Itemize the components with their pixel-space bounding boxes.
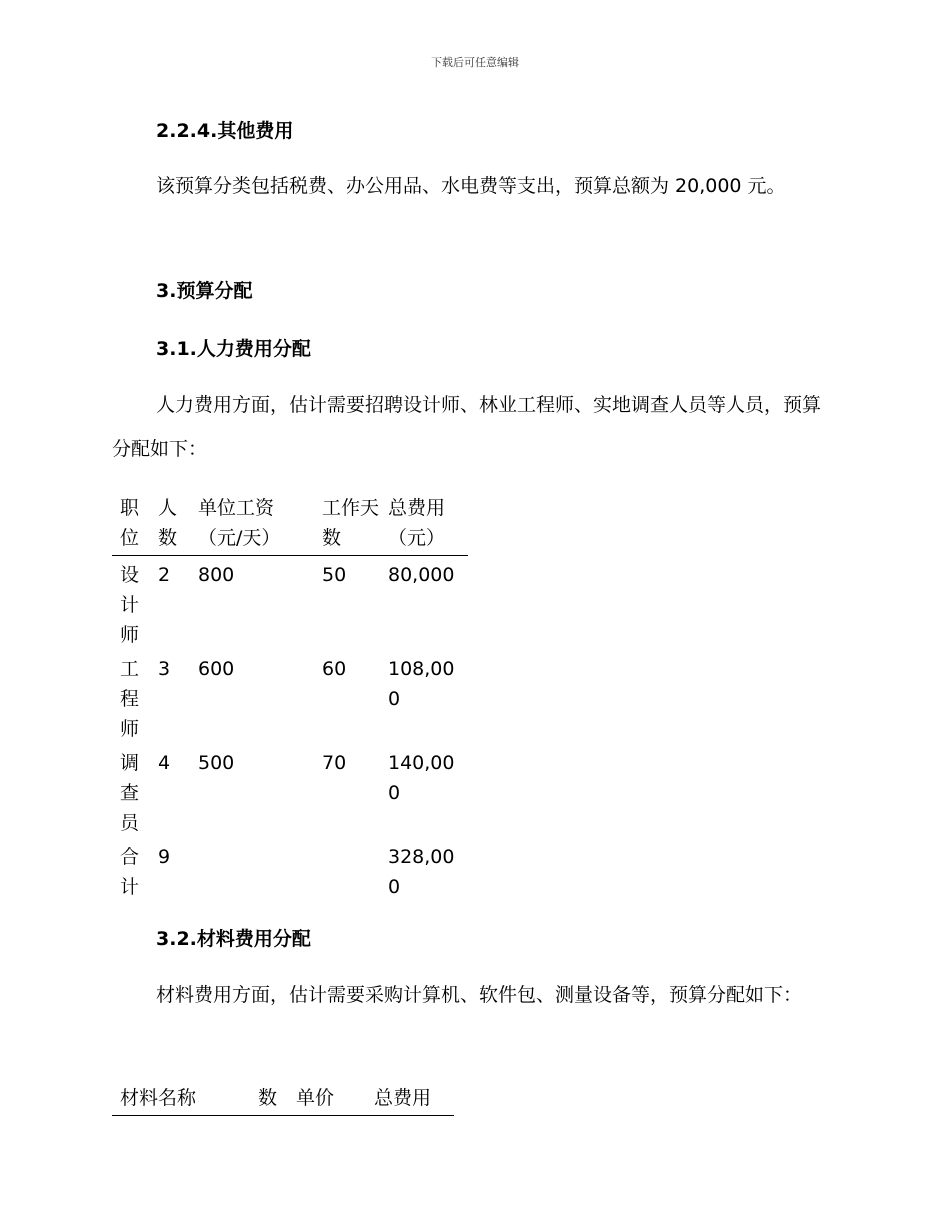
labor-cost-table: [112, 493, 468, 902]
cell-days: 60: [322, 658, 347, 680]
paragraph-material-costs: 材料费用方面，估计需要采购计算机、软件包、测量设备等，预算分配如下：: [156, 984, 803, 1006]
table-header-row: [112, 493, 468, 556]
cell-days: [314, 838, 380, 902]
header-position: 职位: [112, 493, 150, 556]
header-work-days: 工作天数: [314, 493, 380, 556]
table-row-total: [112, 838, 468, 902]
cell-count: 4: [158, 752, 171, 774]
cell-total: 80,000: [388, 564, 455, 586]
header-quantity: 数: [250, 1083, 288, 1116]
cell-position: 设计师: [120, 564, 140, 646]
cell-daily-wage: 500: [198, 752, 235, 774]
cell-position: 合计: [120, 846, 140, 898]
material-cost-table: [112, 1083, 454, 1116]
cell-daily-wage: [190, 838, 314, 902]
heading-3-1: 3.1.人力费用分配: [156, 338, 311, 360]
cell-count: 9: [158, 846, 171, 868]
cell-total: 328,000: [388, 846, 455, 898]
header-material-name: 材料名称: [112, 1083, 250, 1116]
paragraph-labor-costs: 人力费用方面，估计需要招聘设计师、林业工程师、实地调查人员等人员，预算分配如下：: [112, 394, 822, 460]
header-unit-price: 单价: [288, 1083, 366, 1116]
cell-count: 2: [158, 564, 171, 586]
table-header-row: [112, 1083, 454, 1116]
cell-days: 50: [322, 564, 347, 586]
cell-count: 3: [158, 658, 171, 680]
cell-position: 工程师: [120, 658, 140, 740]
heading-2-2-4: 2.2.4.其他费用: [156, 120, 294, 142]
cell-daily-wage: 800: [198, 564, 235, 586]
table-row: [112, 556, 468, 651]
table-row: [112, 650, 468, 744]
cell-total: 140,000: [388, 752, 455, 804]
heading-3-2: 3.2.材料费用分配: [156, 928, 311, 950]
table-row: [112, 744, 468, 838]
page-header: 下载后可任意编辑: [431, 56, 519, 69]
cell-days: 70: [322, 752, 347, 774]
header-total-cost: 总费用（元）: [380, 493, 468, 556]
header-daily-wage: 单位工资（元/天）: [190, 493, 314, 556]
cell-position: 调查员: [120, 752, 140, 834]
header-count: 人数: [150, 493, 190, 556]
cell-total: 108,000: [388, 658, 455, 710]
paragraph-other-costs: 该预算分类包括税费、办公用品、水电费等支出，预算总额为 20,000 元。: [156, 175, 786, 197]
header-total-cost: 总费用: [366, 1083, 454, 1116]
heading-3: 3.预算分配: [156, 280, 253, 302]
cell-daily-wage: 600: [198, 658, 235, 680]
